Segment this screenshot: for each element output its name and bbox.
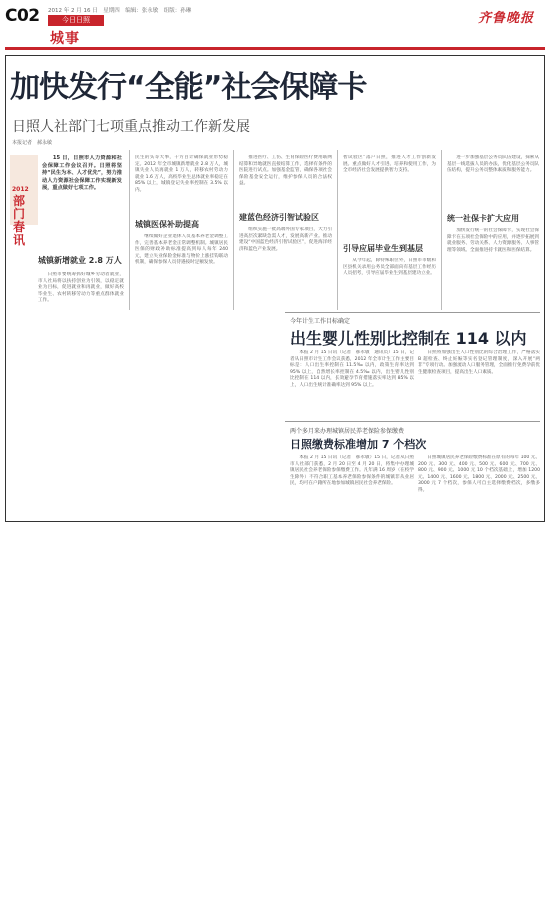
subhead-employment: 城镇新增就业 2.8 万人 xyxy=(38,256,122,265)
population-body-1: 本报 2 月 15 日讯（记者 郝永敏 通讯员）15 日，记者从日照市计生工作会议获悉，2012 年全市计生工作主要目标是：人口出生率控制在 11.5‰ 以内，政策生育率达到 95% 以上，自然增长率控制在 4.5‰ 以内，出生婴儿性别比控制在 114 以内，长效避孕节育措施落实率达到 85% 以上，人口出生统计准确率达到 95% 以上。 xyxy=(290,350,414,388)
article-lead: 15 日，日照市人力资源和社会保障工作会议召开。日照将坚持“民生为本、人才优先”，努力推动人力资源社会保障工作实现新发展，重点做好七项工作。 xyxy=(42,155,122,191)
main-headline: 加快发行“全能”社会保障卡 xyxy=(10,70,367,105)
subhead-graduates: 引导应届毕业生到基层 xyxy=(343,244,423,253)
subhead-social-card: 统一社保卡扩大应用 xyxy=(447,214,519,223)
newspaper-logo: 齐鲁晚报 xyxy=(478,11,535,26)
subhead-medical: 城镇医保补助提高 xyxy=(135,220,199,229)
page-number: C02 xyxy=(5,6,40,26)
text-col5b: 加快发行统一的社会保障卡，实现社会保障卡在五项社会保险中的应用，并逐步拓展到就业服务、劳动关系、人力资源服务、人事管理等领域。全面推进持卡就医和医保结算。 xyxy=(447,228,539,253)
text-col1: 日照市要统筹抓好城乡劳动者就业，市人社局将以扶持创业为引领，以稳定就业为目标，促进就业和再就业，做好高校毕业生、农村转移劳动力等重点群体就业工作。 xyxy=(38,272,124,303)
population-headline: 出生婴儿性别比控制在 114 以内 xyxy=(290,329,527,348)
column-rule xyxy=(129,150,130,310)
column-rule xyxy=(233,150,234,310)
section-title: 城事 xyxy=(50,31,80,47)
main-subheadline: 日照人社部门七项重点推动工作新发展 xyxy=(12,119,250,135)
logo-title: 部门春讯 xyxy=(13,194,26,247)
text-col4: 智试验区”落户日照，推进人才工作创新发展。重点做好人才引进、培养和使用工作，为全市经济社会发展提供智力支持。 xyxy=(343,155,436,173)
text-col4b: 从今年起，除特殊职位外，日照市市级和区县机关录用公务员全部面向有基层工作经历人员招考，引导应届毕业生到基层建功立业。 xyxy=(343,258,436,276)
logo-year: 2012 xyxy=(12,186,29,193)
column-tag: 今日日照 xyxy=(48,15,104,26)
insurance-kicker: 两个多月来办理城镇居民养老保险参保缴费 xyxy=(290,428,405,435)
column-rule xyxy=(441,150,442,310)
text-col2: 民生的头等大事，千方百计确保就业形势稳定。2012 年全市城镇新增就业 2.8 万人，城镇失业人员再就业 1 万人，转移农村劳动力就业 1.6 万人，高校毕业生总体就业率稳定在 85% 以上，城镇登记失业率控制在 3.5% 以内。 xyxy=(135,155,228,193)
insurance-body-2: 日照城镇居民养老保险缴费标准在原有的每年 100 元、200 元、300 元、400 元、500 元、600 元、700 元、800 元、900 元、1000 元 10 个档次基础上，增加 1200 元、1400 元、1600 元、1800 元、2000 元、2500 元、3000 元 7 个档次，参保人可自主选择缴费档次，多缴多得。 xyxy=(418,455,540,493)
text-col2b: 继续做好企业退休人员基本养老金调整工作，完善基本养老金正常调整机制。城镇居民医保的财政补助标准提高到每人每年 240 元，建立失业保险金标准与物价上涨挂钩联动机制，确保参保人员待遇按时足额发放。 xyxy=(135,234,228,265)
column-rule xyxy=(337,150,338,310)
subhead-talent: 建蓝色经济引智试验区 xyxy=(239,213,319,222)
header-rule xyxy=(5,47,545,50)
text-col3: 推进医疗、工伤、生育保险医疗费用联网结算和异地就医直接结算工作，选择有条件的医院进行试点。加强基金监管，确保各项社会保险基金安全运行，维护参保人员的合法权益。 xyxy=(239,155,332,186)
population-body-2: 日照将加强出生人口性别比的综合治理工作，严格落实 B 超检查、终止妊娠等实名登记管理制度，深入开展“两非”专项行动。加强流动人口服务管理，全面推行免费孕前优生健康检查项目，提高出生人口素质。 xyxy=(418,350,540,375)
text-col3b: 组织实施一批高端外国专家项目，大力引进高层次紧缺急需人才，发展高新产业。推动建设“中国蓝色经济引智试验区”，促进海洋经济和蓝色产业发展。 xyxy=(239,227,332,252)
issue-meta: 2012 年 2 月 16 日 星期四 编辑：张永敏 组版：孙琳 xyxy=(48,8,192,14)
text-col5: 进一步加强基层公务员队伍建设，探索从基层一线选拔人员的办法，优化基层公务员队伍结构，提升公务员整体素质和服务能力。 xyxy=(447,155,539,173)
insurance-body-1: 本报 2 月 15 日讯（记者 郝永敏）15 日，记者从日照市人社部门获悉，2 月 20 日至 4 月 20 日，将集中办理城镇居民社会养老保险参保缴费工作。凡年满 16 周岁（在校学生除外）不符合职工基本养老保险参保条件的城镇非从业居民，均可在户籍所在地参加城镇居民社会养老保险。 xyxy=(290,455,414,486)
population-kicker: 今年计生工作目标确定 xyxy=(290,318,351,325)
story-divider xyxy=(285,421,540,422)
story-divider xyxy=(285,312,540,313)
main-byline: 本报记者 郝永敏 xyxy=(12,140,53,146)
insurance-headline: 日照缴费标准增加 7 个档次 xyxy=(290,438,427,451)
